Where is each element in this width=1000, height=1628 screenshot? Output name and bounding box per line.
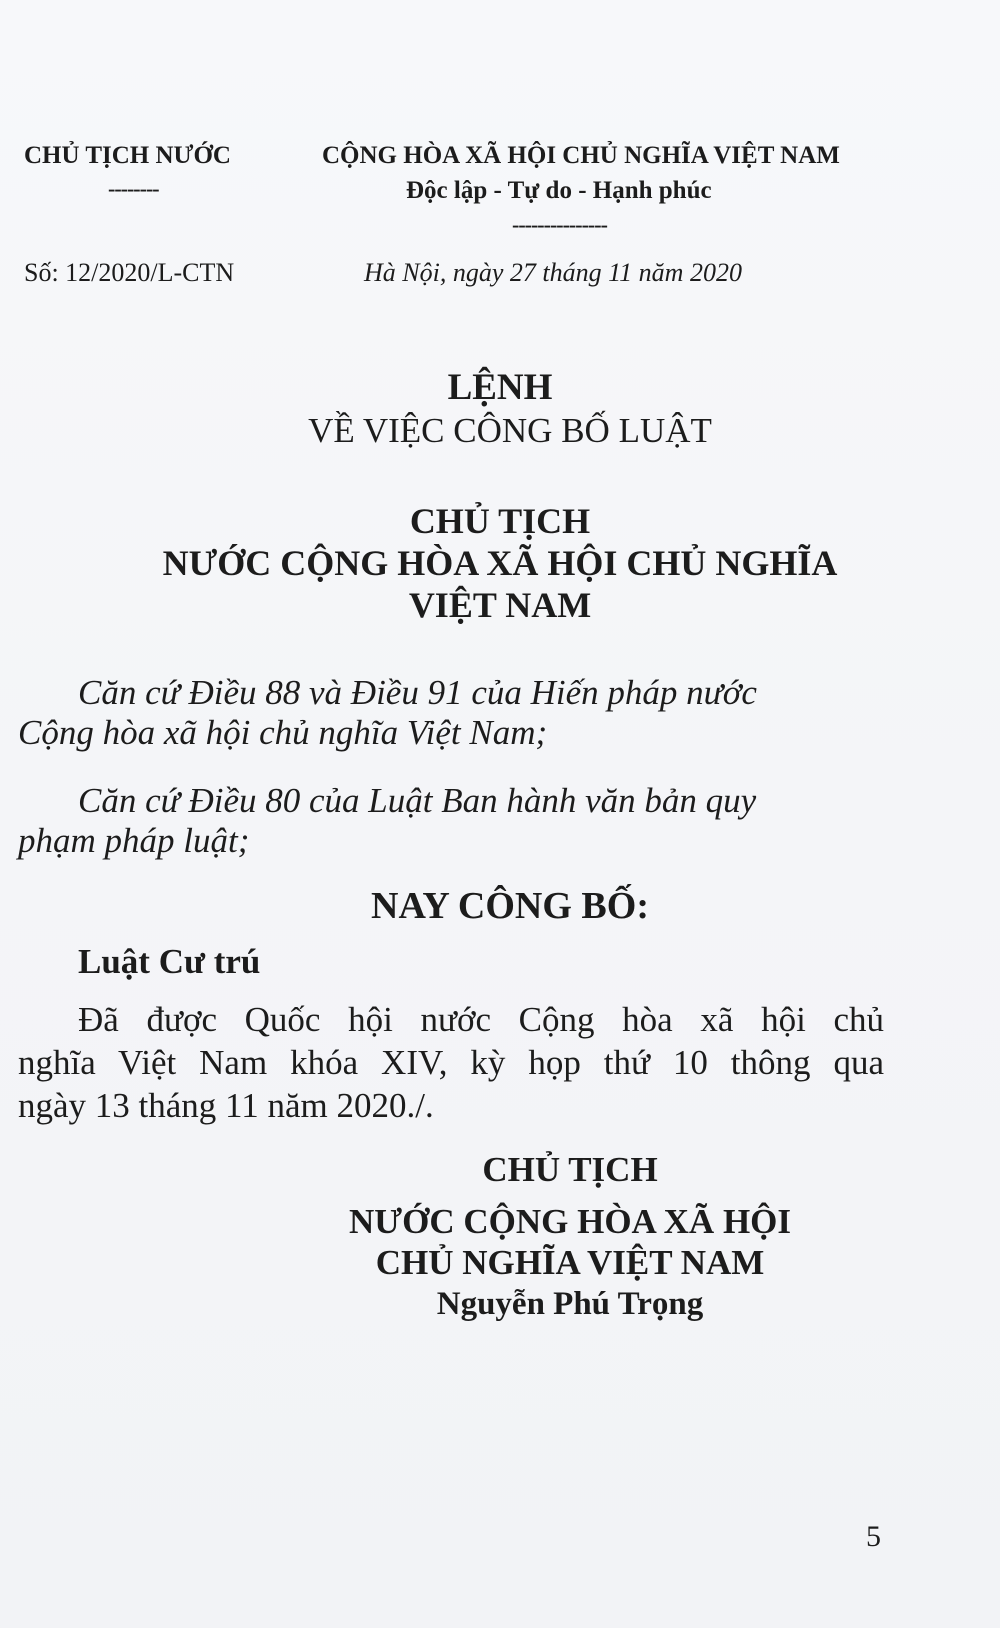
signer-title-1: CHỦ TỊCH bbox=[482, 1150, 658, 1189]
basis-2-line-2: phạm pháp luật; bbox=[18, 821, 250, 860]
document-subject: VỀ VIỆC CÔNG BỐ LUẬT bbox=[308, 411, 712, 450]
place-date: Hà Nội, ngày 27 tháng 11 năm 2020 bbox=[364, 258, 742, 287]
page-number: 5 bbox=[866, 1520, 881, 1553]
passage-line-2: nghĩa Việt Nam khóa XIV, kỳ họp thứ 10 thông qua bbox=[18, 1043, 884, 1082]
signer-title-3: CHỦ NGHĨA VIỆT NAM bbox=[375, 1243, 765, 1282]
motto: Độc lập - Tự do - Hạnh phúc bbox=[406, 177, 712, 204]
passage-line-3: ngày 13 tháng 11 năm 2020./. bbox=[18, 1086, 434, 1125]
law-name: Luật Cư trú bbox=[78, 942, 261, 981]
authority-line-1: CHỦ TỊCH bbox=[409, 501, 591, 541]
proclamation-heading: NAY CÔNG BỐ: bbox=[371, 885, 649, 927]
motto-rule: --------------- bbox=[512, 212, 607, 237]
basis-2-line-1: Căn cứ Điều 80 của Luật Ban hành văn bản quy bbox=[78, 781, 757, 820]
basis-1-line-1: Căn cứ Điều 88 và Điều 91 của Hiến pháp nước bbox=[78, 673, 757, 712]
issuer-rule: -------- bbox=[108, 176, 159, 201]
issuer-label: CHỦ TỊCH NƯỚC bbox=[24, 142, 231, 169]
document-number: Số: 12/2020/L-CTN bbox=[24, 258, 235, 287]
passage-line-1: Đã được Quốc hội nước Cộng hòa xã hội chủ bbox=[78, 1000, 884, 1039]
authority-line-3: VIỆT NAM bbox=[408, 585, 592, 625]
nation-name: CỘNG HÒA XÃ HỘI CHỦ NGHĨA VIỆT NAM bbox=[322, 142, 840, 169]
basis-1-line-2: Cộng hòa xã hội chủ nghĩa Việt Nam; bbox=[18, 713, 548, 752]
signer-name: Nguyễn Phú Trọng bbox=[436, 1286, 704, 1322]
signer-title-2: NƯỚC CỘNG HÒA XÃ HỘI bbox=[348, 1202, 792, 1241]
authority-line-2: NƯỚC CỘNG HÒA XÃ HỘI CHỦ NGHĨA bbox=[162, 543, 838, 583]
document-type: LỆNH bbox=[447, 367, 553, 408]
